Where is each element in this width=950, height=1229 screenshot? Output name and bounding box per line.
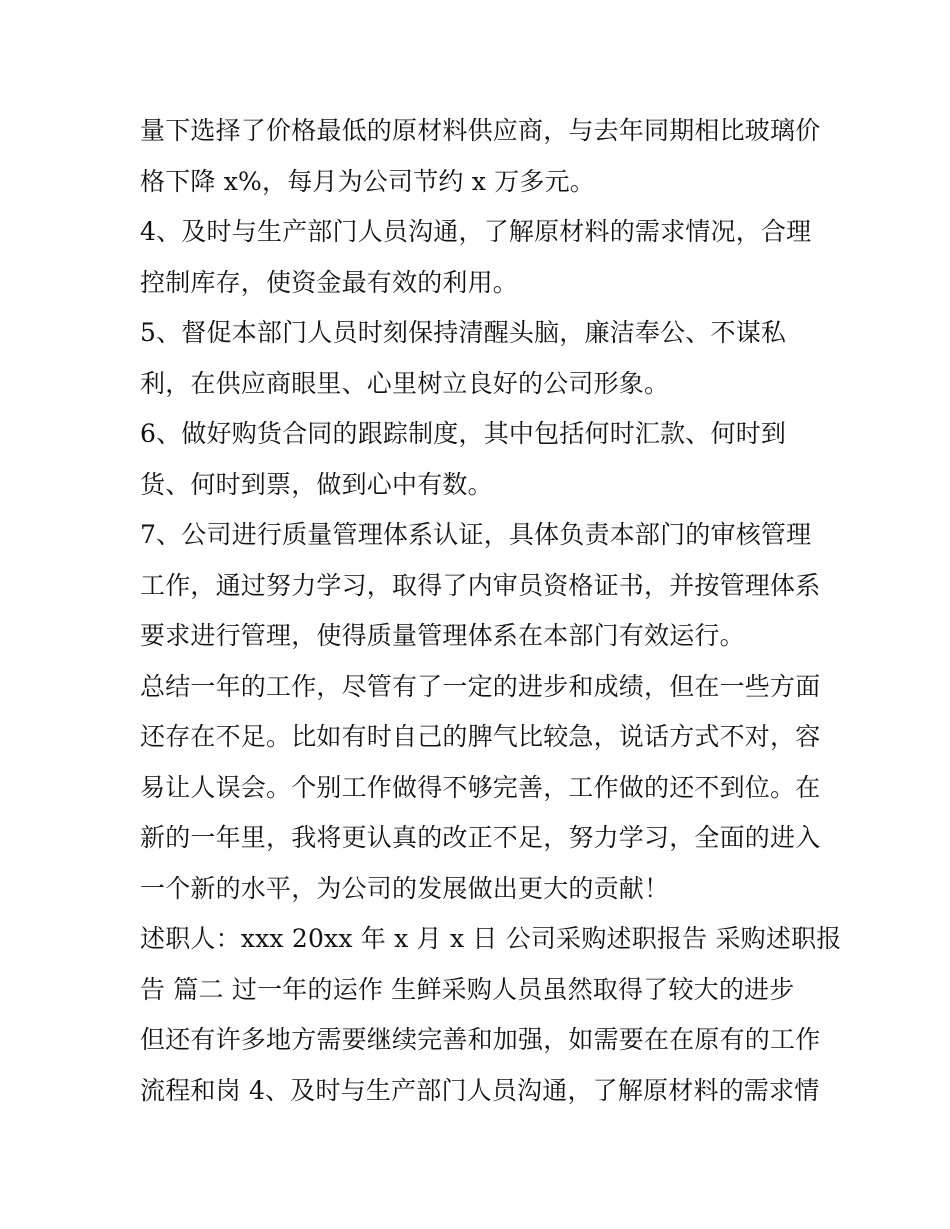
text-line-2: 格下降 x%，每月为公司节约 x 万多元。 [140, 166, 595, 196]
text-line-11: 要求进行管理，使得质量管理体系在本部门有效运行。 [140, 621, 745, 650]
text-line-14: 易让人误会。个别工作做得不够完善，工作做的还不到位。在 [140, 772, 821, 802]
text-line-12: 总结一年的工作，尽管有了一定的进步和成绩，但在一些方面 [140, 671, 821, 701]
text-line-9: 7、公司进行质量管理体系认证，具体负责本部门的审核管理 [140, 520, 812, 549]
text-line-13: 还存在不足。比如有时自己的脾气比较急，说话方式不对，容 [140, 722, 821, 751]
text-line-3: 4、及时与生产部门人员沟通，了解原材料的需求情况，合理 [140, 217, 812, 246]
text-line-6: 利，在供应商眼里、心里树立良好的公司形象。 [140, 368, 670, 398]
text-line-20: 流程和岗 4、及时与生产部门人员沟通，了解原材料的需求情 [140, 1075, 820, 1105]
text-line-7: 6、做好购货合同的跟踪制度，其中包括何时汇款、何时到 [140, 419, 787, 448]
text-line-15: 新的一年里，我将更认真的改正不足，努力学习，全面的进入 [140, 823, 821, 852]
document-body-text [140, 106, 840, 1116]
text-line-8: 货、何时到票，做到心中有数。 [140, 469, 493, 499]
text-line-16: 一个新的水平，为公司的发展做出更大的贡献！ [140, 873, 670, 903]
text-line-5: 5、督促本部门人员时刻保持清醒头脑，廉洁奉公、不谋私 [140, 318, 787, 347]
text-line-17: 述职人：xxx 20xx 年 x 月 x 日 公司采购述职报告 采购述职报 [140, 924, 842, 953]
text-line-10: 工作，通过努力学习，取得了内审员资格证书，并按管理体系 [140, 570, 821, 600]
text-line-18: 告 篇二 过一年的运作 生鲜采购人员虽然取得了较大的进步 [140, 974, 795, 1004]
text-line-4: 控制库存，使资金最有效的利用。 [140, 267, 519, 297]
text-line-1: 量下选择了价格最低的原材料供应商，与去年同期相比玻璃价 [140, 116, 821, 145]
text-line-19: 但还有许多地方需要继续完善和加强，如需要在在原有的工作 [140, 1025, 821, 1054]
